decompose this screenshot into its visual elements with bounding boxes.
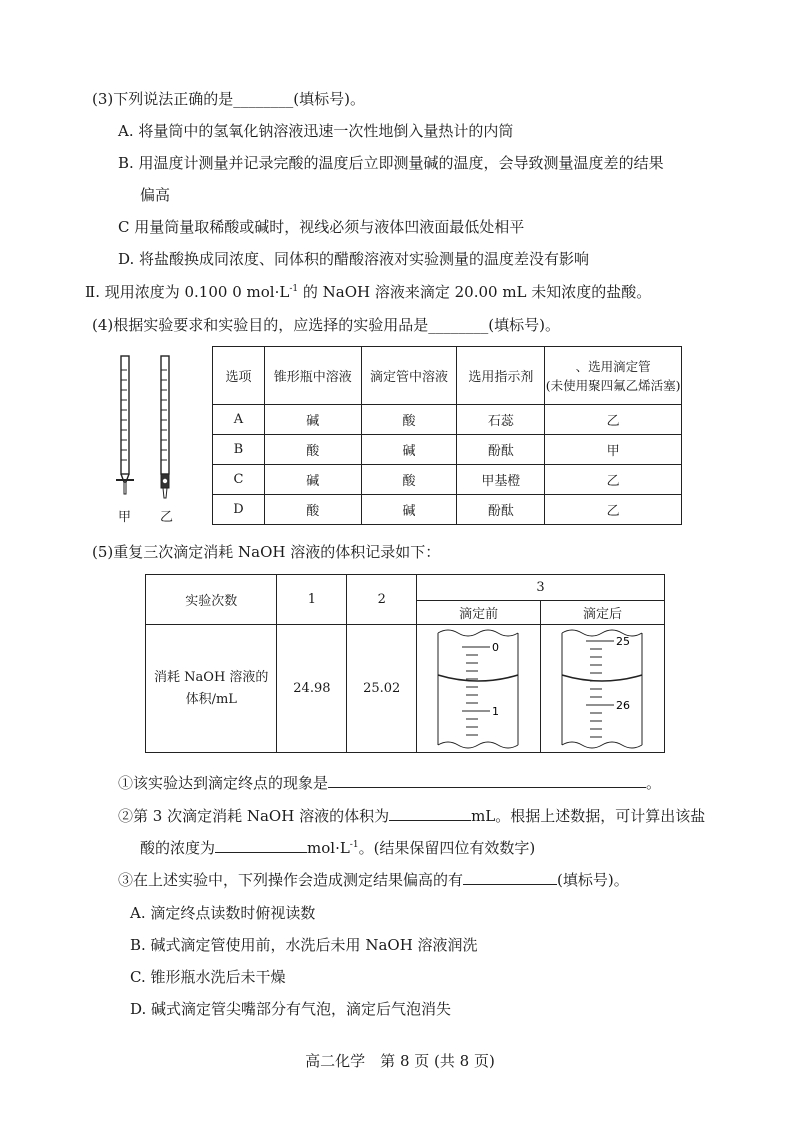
- q5-option-c: C. 锥形瓶水洗后未干燥: [130, 968, 286, 986]
- burette-label-jia: 甲: [118, 510, 132, 525]
- acid-burette-icon: [116, 356, 134, 494]
- part2-intro: Ⅱ. 现用浓度为 0.100 0 $mol\cdot L^{-1}$ 的 NaOH 溶液来滴定 20.00 mL 未知浓度的盐酸。: [85, 283, 652, 301]
- burette-label-yi: 乙: [160, 510, 174, 525]
- svg-text:1: 1: [491, 704, 499, 718]
- q3-stem: (3)下列说法正确的是________(填标号)。: [92, 90, 365, 108]
- header-before: 滴定前: [417, 601, 541, 625]
- volume-trial-2: 25.02: [347, 625, 417, 753]
- q5-volume-table: [145, 574, 665, 753]
- header-trial-2: 2: [347, 575, 417, 625]
- q5-sub1: ①该实验达到滴定终点的现象是 。: [118, 774, 662, 792]
- row-label: 消耗 NaOH 溶液的 体积/mL: [146, 625, 277, 753]
- q4-stem: (4)根据实验要求和实验目的，应选择的实验用品是________(填标号)。: [92, 316, 560, 334]
- svg-text:26: 26: [615, 698, 630, 712]
- q5-option-d: D. 碱式滴定管尖嘴部分有气泡，滴定后气泡消失: [130, 1000, 452, 1018]
- volume-trial-1: 24.98: [277, 625, 347, 753]
- burettes-figure: [105, 352, 195, 512]
- base-burette-icon: [161, 356, 169, 498]
- burette-before-cell: [417, 625, 541, 753]
- q5-sub2-cont: 酸的浓度为 $mol\cdot L^{-1}$。(结果保留四位有效数字): [140, 839, 536, 857]
- q5-sub2: ②第 3 次滴定消耗 NaOH 溶液的体积为 mL。根据上述数据，可计算出该盐: [118, 807, 706, 825]
- header-burette-solution: 滴定管中溶液: [361, 347, 457, 405]
- q3-option-c: C 用量筒量取稀酸或碱时，视线必须与液体凹液面最低处相平: [118, 218, 525, 236]
- svg-text:25: 25: [615, 634, 630, 648]
- q4-options-table: [212, 346, 682, 525]
- header-flask-solution: 锥形瓶中溶液: [264, 347, 361, 405]
- q3-option-b-cont: 偏高: [140, 186, 171, 204]
- burette-before-icon: [424, 627, 534, 751]
- header-burette-choice: 、选用滴定管 (未使用聚四氟乙烯活塞): [545, 347, 682, 405]
- header-trial-1: 1: [277, 575, 347, 625]
- table-row: D 酸 碱 酚酞 乙: [213, 495, 682, 525]
- header-trial: 实验次数: [146, 575, 277, 625]
- header-after: 滴定后: [541, 601, 665, 625]
- table-row: C 碱 酸 甲基橙 乙: [213, 465, 682, 495]
- q5-option-a: A. 滴定终点读数时俯视读数: [130, 904, 316, 922]
- header-indicator: 选用指示剂: [457, 347, 545, 405]
- q5-sub3: ③在上述实验中，下列操作会造成测定结果偏高的有 (填标号)。: [118, 871, 629, 889]
- burette-after-cell: [541, 625, 665, 753]
- q3-option-d: D. 将盐酸换成同浓度、同体积的醋酸溶液对实验测量的温度差没有影响: [118, 250, 590, 268]
- q5-option-b: B. 碱式滴定管使用前，水洗后未用 NaOH 溶液润洗: [130, 936, 478, 954]
- page-footer: 高二化学 第 8 页 (共 8 页): [305, 1052, 495, 1070]
- burette-after-icon: [548, 627, 658, 751]
- header-option: 选项: [213, 347, 265, 405]
- svg-text:0: 0: [491, 640, 499, 654]
- q3-option-b: B. 用温度计测量并记录完酸的温度后立即测量碱的温度，会导致测量温度差的结果: [118, 154, 664, 172]
- table-row: B 酸 碱 酚酞 甲: [213, 435, 682, 465]
- q5-stem: (5)重复三次滴定消耗 NaOH 溶液的体积记录如下：: [92, 543, 441, 561]
- table-row: A 碱 酸 石蕊 乙: [213, 405, 682, 435]
- header-trial-3: 3: [417, 575, 665, 601]
- q3-option-a: A. 将量筒中的氢氧化钠溶液迅速一次性地倒入量热计的内筒: [118, 122, 514, 140]
